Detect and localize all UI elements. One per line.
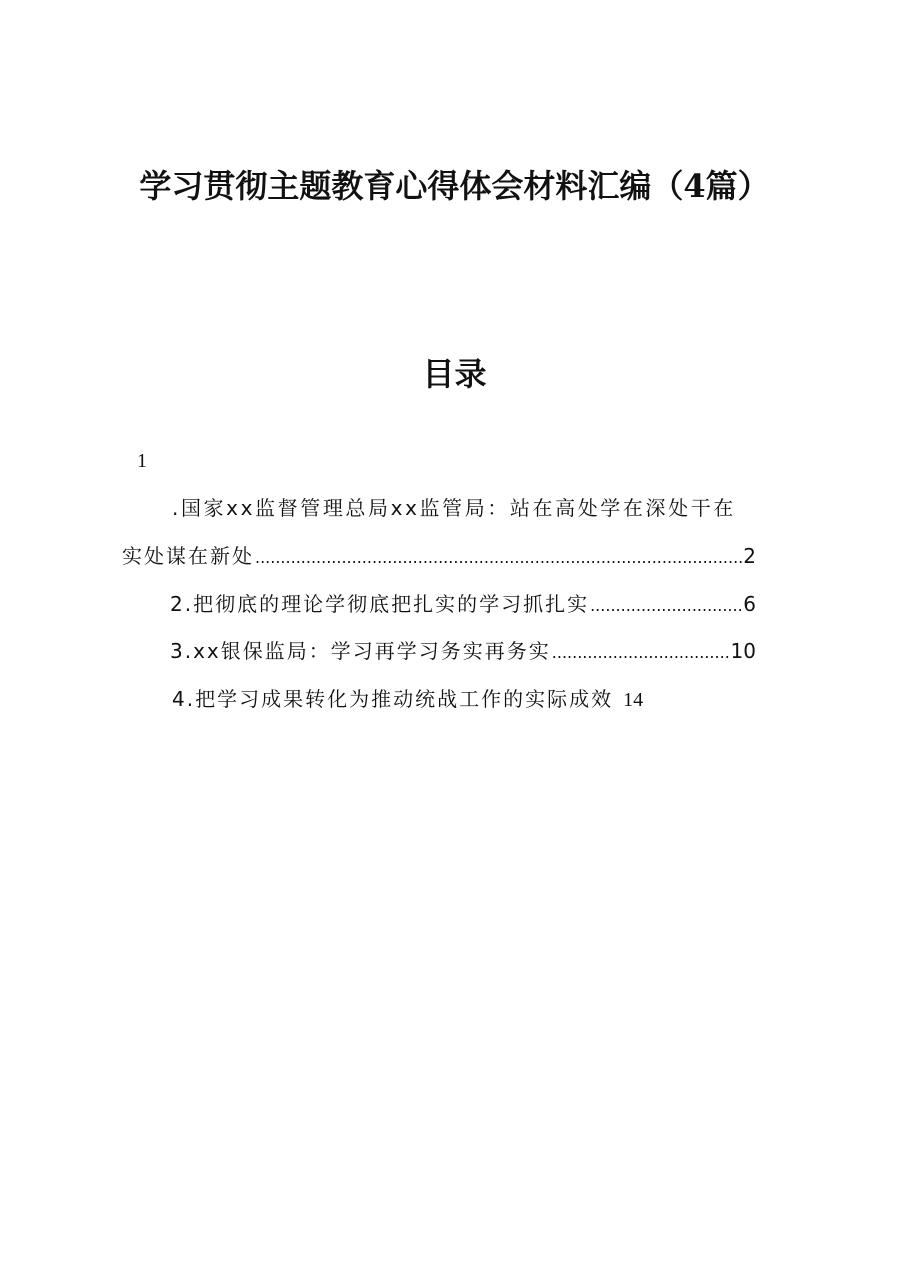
toc-entry-text: 4.把学习成果转化为推动统战工作的实际成效 — [172, 687, 614, 711]
toc-page-number: 6 — [743, 592, 756, 616]
toc-entry-text: 2.把彻底的理论学彻底把扎实的学习抓扎实 — [170, 592, 590, 616]
dot-leader — [552, 639, 730, 667]
toc-entry-4[interactable] — [172, 685, 643, 714]
toc-entry-3[interactable] — [170, 637, 756, 667]
toc-entry-1-line-1[interactable] — [172, 494, 802, 522]
document-title: 学习贯彻主题教育心得体会材料汇编（4篇） — [139, 167, 770, 205]
toc-page-number: 2 — [743, 544, 756, 568]
toc-page-number: 10 — [730, 639, 756, 663]
toc-entry-1-line-2[interactable] — [122, 542, 756, 572]
toc-heading: 目录 — [422, 355, 487, 393]
section-number: 1 — [137, 450, 147, 472]
dot-leader — [255, 544, 742, 572]
toc-entry-text: 3.xx银保监局：学习再学习务实再务实 — [170, 639, 551, 663]
toc-entry-text: 实处谋在新处 — [122, 544, 254, 568]
toc-page-number: 14 — [623, 689, 644, 711]
toc-entry-text: .国家xx监督管理总局xx监管局：站在高处学在深处干在 — [172, 496, 736, 520]
toc-entry-2[interactable] — [170, 590, 756, 620]
dot-leader — [590, 592, 742, 620]
